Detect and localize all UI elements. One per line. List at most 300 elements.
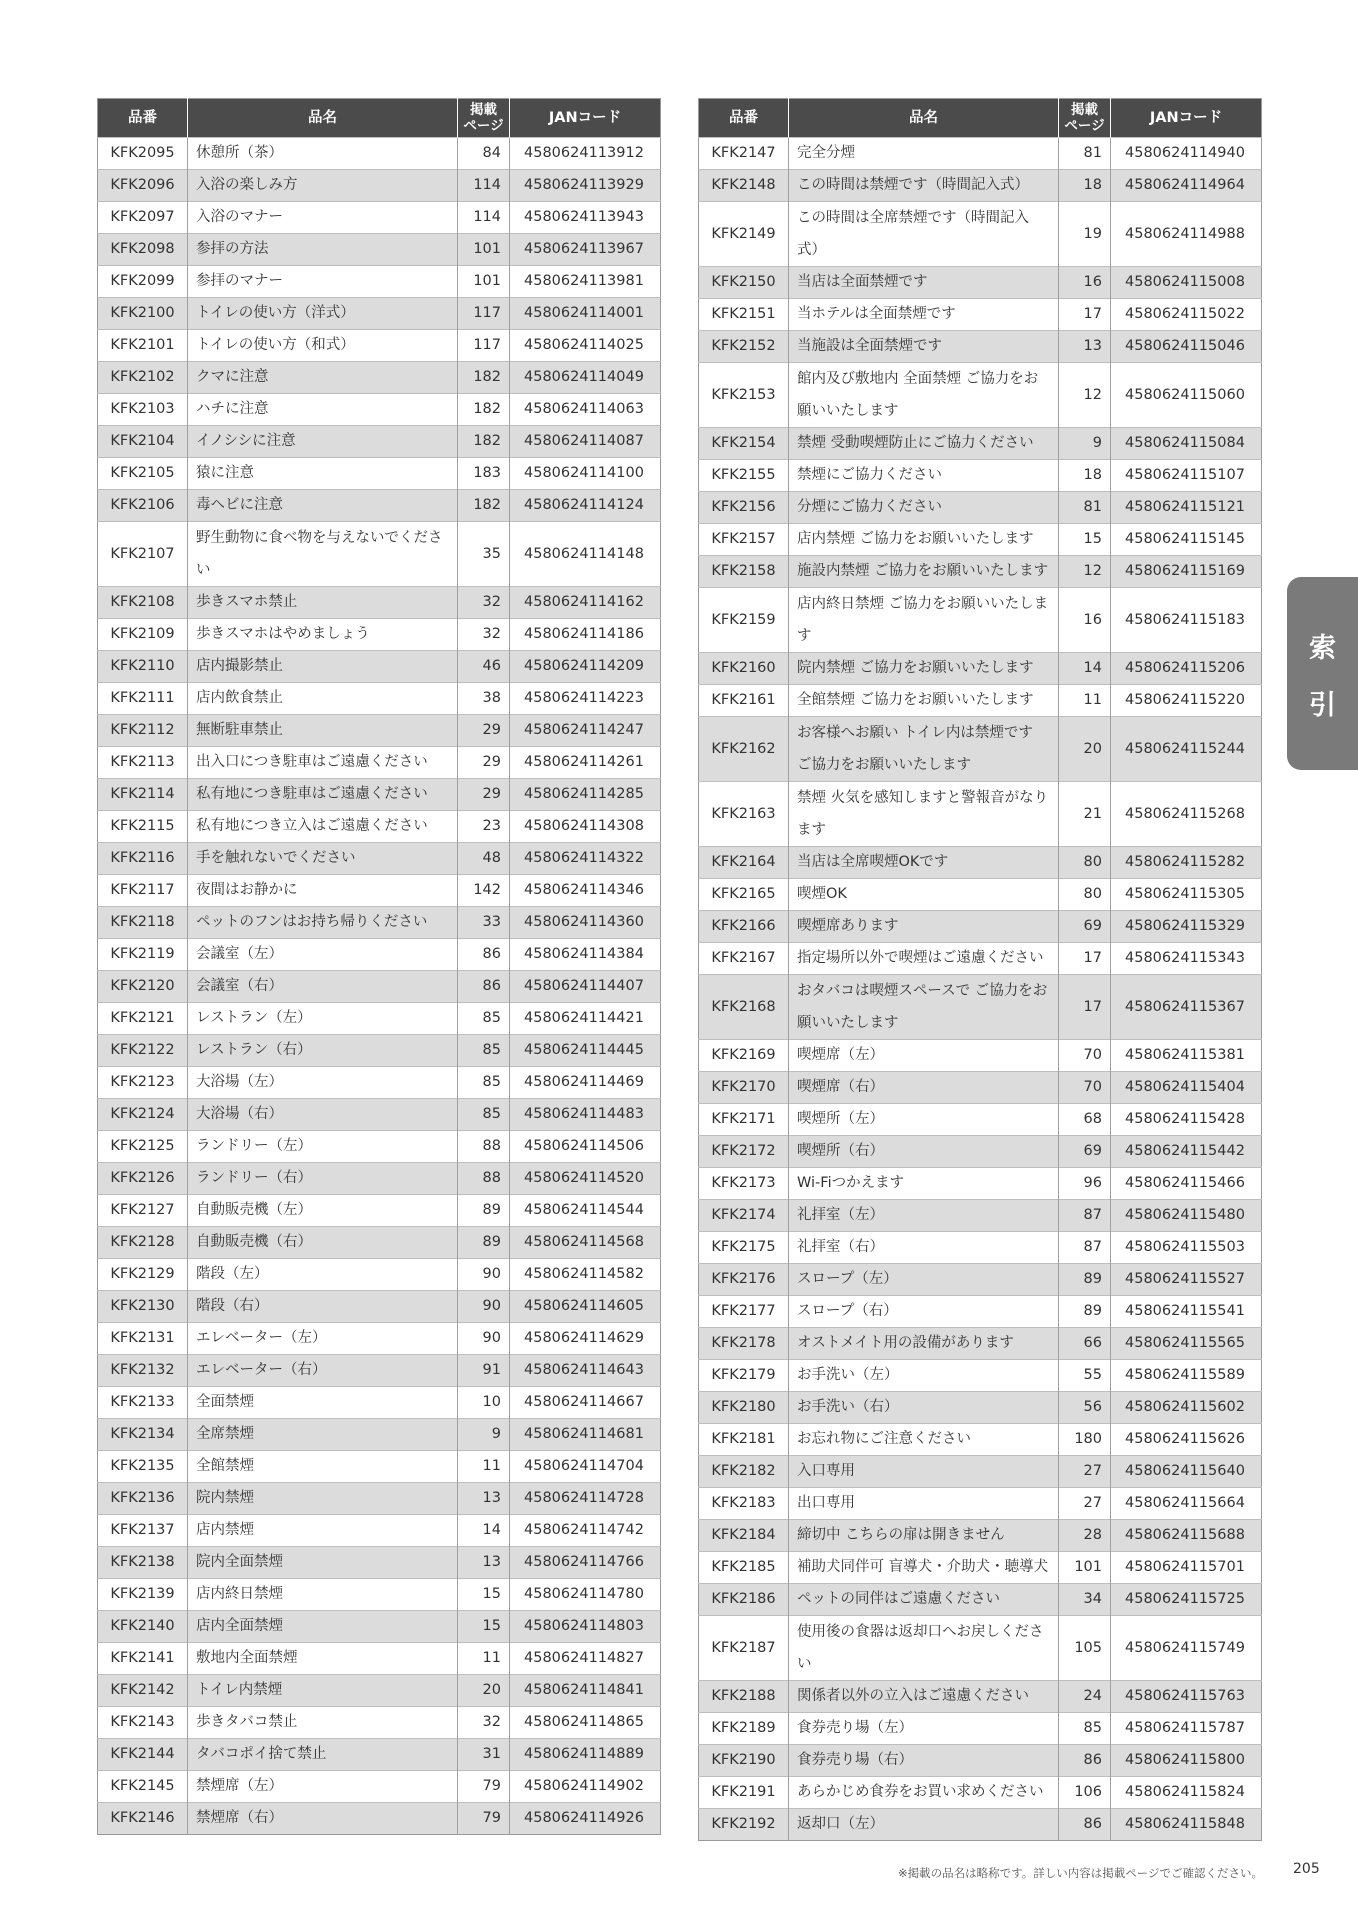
- cell-jan: 4580624114209: [510, 651, 661, 683]
- table-row: [699, 911, 1262, 943]
- cell-name: 施設内禁煙 ご協力をお願いいたします: [789, 556, 1059, 588]
- table-row: [699, 460, 1262, 492]
- cell-page: 80: [1059, 879, 1111, 911]
- cell-jan: 4580624115589: [1111, 1360, 1262, 1392]
- cell-code: KFK2139: [98, 1579, 188, 1611]
- cell-code: KFK2112: [98, 715, 188, 747]
- cell-code: KFK2178: [699, 1328, 789, 1360]
- cell-jan: 4580624115268: [1111, 782, 1262, 847]
- table-row: [98, 1163, 661, 1195]
- cell-page: 90: [458, 1323, 510, 1355]
- cell-page: 96: [1059, 1168, 1111, 1200]
- cell-jan: 4580624115664: [1111, 1488, 1262, 1520]
- table-row: [98, 1675, 661, 1707]
- cell-name: イノシシに注意: [188, 426, 458, 458]
- cell-jan: 4580624115602: [1111, 1392, 1262, 1424]
- cell-name: 分煙にご協力ください: [789, 492, 1059, 524]
- table-row: [98, 715, 661, 747]
- table-row: [98, 1291, 661, 1323]
- cell-jan: 4580624115442: [1111, 1136, 1262, 1168]
- cell-code: KFK2179: [699, 1360, 789, 1392]
- header-code: 品番: [699, 99, 789, 138]
- cell-page: 13: [1059, 331, 1111, 363]
- table-row: [699, 943, 1262, 975]
- cell-name: 店内全面禁煙: [188, 1611, 458, 1643]
- cell-jan: 4580624114728: [510, 1483, 661, 1515]
- cell-code: KFK2099: [98, 266, 188, 298]
- cell-page: 20: [458, 1675, 510, 1707]
- table-row: [699, 1456, 1262, 1488]
- cell-name: 禁煙席（右）: [188, 1803, 458, 1835]
- table-row: [98, 1035, 661, 1067]
- cell-jan: 4580624114865: [510, 1707, 661, 1739]
- cell-name: 喫煙席（左）: [789, 1040, 1059, 1072]
- cell-page: 38: [458, 683, 510, 715]
- cell-jan: 4580624113943: [510, 202, 661, 234]
- cell-page: 101: [458, 234, 510, 266]
- cell-page: 31: [458, 1739, 510, 1771]
- cell-code: KFK2159: [699, 588, 789, 653]
- cell-code: KFK2173: [699, 1168, 789, 1200]
- cell-jan: 4580624113967: [510, 234, 661, 266]
- cell-jan: 4580624114902: [510, 1771, 661, 1803]
- header-page: 掲載 ページ: [458, 99, 510, 138]
- cell-code: KFK2098: [98, 234, 188, 266]
- table-row: [98, 330, 661, 362]
- cell-jan: 4580624114988: [1111, 202, 1262, 267]
- cell-jan: 4580624114001: [510, 298, 661, 330]
- cell-name: タバコポイ捨て禁止: [188, 1739, 458, 1771]
- cell-jan: 4580624115688: [1111, 1520, 1262, 1552]
- cell-jan: 4580624114445: [510, 1035, 661, 1067]
- cell-page: 87: [1059, 1232, 1111, 1264]
- cell-code: KFK2125: [98, 1131, 188, 1163]
- cell-name: 店内終日禁煙: [188, 1579, 458, 1611]
- table-row: [98, 1387, 661, 1419]
- cell-name: 歩きタバコ禁止: [188, 1707, 458, 1739]
- table-row: [699, 1552, 1262, 1584]
- table-row: [98, 170, 661, 202]
- cell-name: おタバコは喫煙スペースで ご協力をお願いいたします: [789, 975, 1059, 1040]
- cell-jan: 4580624115527: [1111, 1264, 1262, 1296]
- table-row: [98, 907, 661, 939]
- cell-jan: 4580624114704: [510, 1451, 661, 1483]
- cell-name: お忘れ物にご注意ください: [789, 1424, 1059, 1456]
- cell-jan: 4580624115220: [1111, 685, 1262, 717]
- cell-name: スロープ（右）: [789, 1296, 1059, 1328]
- cell-name: 院内全面禁煙: [188, 1547, 458, 1579]
- cell-jan: 4580624115848: [1111, 1809, 1262, 1841]
- cell-page: 16: [1059, 588, 1111, 653]
- cell-jan: 4580624113981: [510, 266, 661, 298]
- table-row: [699, 138, 1262, 170]
- cell-page: 34: [1059, 1584, 1111, 1616]
- table-row: [98, 1643, 661, 1675]
- cell-code: KFK2111: [98, 683, 188, 715]
- cell-code: KFK2143: [98, 1707, 188, 1739]
- cell-name: レストラン（左）: [188, 1003, 458, 1035]
- cell-page: 17: [1059, 975, 1111, 1040]
- cell-code: KFK2124: [98, 1099, 188, 1131]
- cell-page: 23: [458, 811, 510, 843]
- cell-name: 店内飲食禁止: [188, 683, 458, 715]
- footnote: ※掲載の品名は略称です。詳しい内容は掲載ページでご確認ください。: [898, 1866, 1263, 1880]
- cell-name: 全面禁煙: [188, 1387, 458, 1419]
- cell-jan: 4580624114841: [510, 1675, 661, 1707]
- cell-code: KFK2131: [98, 1323, 188, 1355]
- cell-jan: 4580624115800: [1111, 1745, 1262, 1777]
- table-row: [98, 811, 661, 843]
- cell-code: KFK2107: [98, 522, 188, 587]
- cell-code: KFK2155: [699, 460, 789, 492]
- cell-page: 114: [458, 202, 510, 234]
- cell-jan: 4580624114506: [510, 1131, 661, 1163]
- table-row: [699, 653, 1262, 685]
- cell-name: 院内禁煙: [188, 1483, 458, 1515]
- cell-name: 自動販売機（左）: [188, 1195, 458, 1227]
- page-number: 205: [1293, 1861, 1320, 1877]
- cell-page: 28: [1059, 1520, 1111, 1552]
- cell-name: 礼拝室（右）: [789, 1232, 1059, 1264]
- cell-jan: 4580624114285: [510, 779, 661, 811]
- cell-code: KFK2189: [699, 1713, 789, 1745]
- header-code: 品番: [98, 99, 188, 138]
- cell-name: 禁煙 火気を感知しますと警報音がなります: [789, 782, 1059, 847]
- cell-jan: 4580624114346: [510, 875, 661, 907]
- table-row: [98, 1131, 661, 1163]
- cell-page: 12: [1059, 556, 1111, 588]
- cell-jan: 4580624113912: [510, 138, 661, 170]
- cell-code: KFK2161: [699, 685, 789, 717]
- cell-page: 89: [458, 1195, 510, 1227]
- table-row: [699, 267, 1262, 299]
- cell-name: 当店は全席喫煙OKです: [789, 847, 1059, 879]
- cell-jan: 4580624115640: [1111, 1456, 1262, 1488]
- table-row: [98, 843, 661, 875]
- table-row: [98, 1515, 661, 1547]
- cell-page: 27: [1059, 1488, 1111, 1520]
- cell-name: 自動販売機（右）: [188, 1227, 458, 1259]
- cell-name: 手を触れないでください: [188, 843, 458, 875]
- cell-name: スロープ（左）: [789, 1264, 1059, 1296]
- cell-code: KFK2133: [98, 1387, 188, 1419]
- table-row: [98, 1259, 661, 1291]
- cell-code: KFK2172: [699, 1136, 789, 1168]
- table-row: [699, 331, 1262, 363]
- cell-page: 182: [458, 394, 510, 426]
- table-row: [699, 717, 1262, 782]
- cell-page: 86: [1059, 1745, 1111, 1777]
- cell-jan: 4580624115107: [1111, 460, 1262, 492]
- header-jan: JANコード: [1111, 99, 1262, 138]
- table-row: [98, 683, 661, 715]
- cell-code: KFK2181: [699, 1424, 789, 1456]
- table-row: [699, 1264, 1262, 1296]
- cell-page: 180: [1059, 1424, 1111, 1456]
- cell-jan: 4580624114100: [510, 458, 661, 490]
- cell-code: KFK2140: [98, 1611, 188, 1643]
- cell-code: KFK2163: [699, 782, 789, 847]
- cell-code: KFK2097: [98, 202, 188, 234]
- cell-jan: 4580624114940: [1111, 138, 1262, 170]
- cell-name: 食券売り場（左）: [789, 1713, 1059, 1745]
- side-tab-char-1: 索: [1309, 632, 1336, 664]
- cell-jan: 4580624114643: [510, 1355, 661, 1387]
- cell-name: ランドリー（左）: [188, 1131, 458, 1163]
- header-page: 掲載 ページ: [1059, 99, 1111, 138]
- cell-code: KFK2142: [98, 1675, 188, 1707]
- cell-page: 29: [458, 747, 510, 779]
- cell-name: 階段（右）: [188, 1291, 458, 1323]
- cell-code: KFK2126: [98, 1163, 188, 1195]
- cell-page: 85: [458, 1035, 510, 1067]
- cell-name: 当施設は全面禁煙です: [789, 331, 1059, 363]
- cell-name: 参拝の方法: [188, 234, 458, 266]
- cell-jan: 4580624114148: [510, 522, 661, 587]
- cell-code: KFK2105: [98, 458, 188, 490]
- cell-code: KFK2157: [699, 524, 789, 556]
- cell-page: 10: [458, 1387, 510, 1419]
- cell-name: 禁煙にご協力ください: [789, 460, 1059, 492]
- cell-jan: 4580624114605: [510, 1291, 661, 1323]
- cell-name: 階段（左）: [188, 1259, 458, 1291]
- cell-name: 関係者以外の立入はご遠慮ください: [789, 1681, 1059, 1713]
- cell-code: KFK2176: [699, 1264, 789, 1296]
- table-row: [98, 1099, 661, 1131]
- cell-jan: 4580624114520: [510, 1163, 661, 1195]
- cell-name: 締切中 こちらの扉は開きません: [789, 1520, 1059, 1552]
- cell-name: 喫煙OK: [789, 879, 1059, 911]
- cell-code: KFK2096: [98, 170, 188, 202]
- cell-page: 182: [458, 362, 510, 394]
- cell-jan: 4580624115008: [1111, 267, 1262, 299]
- cell-page: 32: [458, 619, 510, 651]
- table-row: [699, 299, 1262, 331]
- cell-name: 敷地内全面禁煙: [188, 1643, 458, 1675]
- cell-code: KFK2121: [98, 1003, 188, 1035]
- cell-name: 無断駐車禁止: [188, 715, 458, 747]
- table-row: [98, 747, 661, 779]
- cell-name: 院内禁煙 ご協力をお願いいたします: [789, 653, 1059, 685]
- cell-name: 私有地につき立入はご遠慮ください: [188, 811, 458, 843]
- cell-code: KFK2162: [699, 717, 789, 782]
- table-row: [699, 1424, 1262, 1456]
- table-row: [699, 1392, 1262, 1424]
- cell-page: 70: [1059, 1040, 1111, 1072]
- cell-page: 20: [1059, 717, 1111, 782]
- cell-page: 88: [458, 1131, 510, 1163]
- cell-name: 夜間はお静かに: [188, 875, 458, 907]
- cell-code: KFK2128: [98, 1227, 188, 1259]
- table-row: [699, 588, 1262, 653]
- cell-page: 182: [458, 490, 510, 522]
- table-row: [98, 1067, 661, 1099]
- cell-jan: 4580624115046: [1111, 331, 1262, 363]
- cell-page: 85: [1059, 1713, 1111, 1745]
- cell-code: KFK2102: [98, 362, 188, 394]
- cell-page: 105: [1059, 1616, 1111, 1681]
- table-row: [699, 556, 1262, 588]
- cell-code: KFK2101: [98, 330, 188, 362]
- cell-page: 15: [458, 1611, 510, 1643]
- cell-jan: 4580624115060: [1111, 363, 1262, 428]
- table-row: [699, 1520, 1262, 1552]
- cell-jan: 4580624114087: [510, 426, 661, 458]
- table-row: [699, 492, 1262, 524]
- cell-jan: 4580624115480: [1111, 1200, 1262, 1232]
- cell-jan: 4580624115145: [1111, 524, 1262, 556]
- cell-code: KFK2104: [98, 426, 188, 458]
- cell-name: 当ホテルは全面禁煙です: [789, 299, 1059, 331]
- cell-jan: 4580624114568: [510, 1227, 661, 1259]
- cell-name: エレベーター（右）: [188, 1355, 458, 1387]
- table-row: [98, 939, 661, 971]
- cell-name: 入浴のマナー: [188, 202, 458, 234]
- cell-code: KFK2185: [699, 1552, 789, 1584]
- table-row: [699, 1168, 1262, 1200]
- cell-code: KFK2177: [699, 1296, 789, 1328]
- cell-code: KFK2166: [699, 911, 789, 943]
- cell-name: 完全分煙: [789, 138, 1059, 170]
- cell-page: 17: [1059, 943, 1111, 975]
- cell-name: 会議室（左）: [188, 939, 458, 971]
- cell-jan: 4580624114384: [510, 939, 661, 971]
- cell-page: 89: [458, 1227, 510, 1259]
- cell-jan: 4580624114360: [510, 907, 661, 939]
- cell-name: 礼拝室（左）: [789, 1200, 1059, 1232]
- cell-name: 使用後の食器は返却口へお戻しください: [789, 1616, 1059, 1681]
- cell-name: 私有地につき駐車はご遠慮ください: [188, 779, 458, 811]
- table-row: [98, 1579, 661, 1611]
- table-row: [98, 1003, 661, 1035]
- table-row: [699, 1232, 1262, 1264]
- cell-jan: 4580624114766: [510, 1547, 661, 1579]
- table-row: [98, 1355, 661, 1387]
- cell-jan: 4580624115282: [1111, 847, 1262, 879]
- cell-page: 11: [458, 1643, 510, 1675]
- table-row: [699, 1584, 1262, 1616]
- cell-name: 食券売り場（右）: [789, 1745, 1059, 1777]
- cell-jan: 4580624114407: [510, 971, 661, 1003]
- table-row: [699, 170, 1262, 202]
- cell-code: KFK2171: [699, 1104, 789, 1136]
- cell-name: 全席禁煙: [188, 1419, 458, 1451]
- cell-name: 店内終日禁煙 ご協力をお願いいたします: [789, 588, 1059, 653]
- cell-code: KFK2188: [699, 1681, 789, 1713]
- cell-page: 90: [458, 1259, 510, 1291]
- cell-code: KFK2108: [98, 587, 188, 619]
- cell-name: 喫煙席あります: [789, 911, 1059, 943]
- cell-jan: 4580624115626: [1111, 1424, 1262, 1456]
- cell-code: KFK2145: [98, 1771, 188, 1803]
- table-row: [98, 1803, 661, 1835]
- cell-page: 55: [1059, 1360, 1111, 1392]
- cell-name: 喫煙席（右）: [789, 1072, 1059, 1104]
- cell-name: お手洗い（右）: [789, 1392, 1059, 1424]
- cell-name: 当店は全面禁煙です: [789, 267, 1059, 299]
- cell-page: 32: [458, 1707, 510, 1739]
- table-row: [98, 1611, 661, 1643]
- table-row: [699, 1616, 1262, 1681]
- cell-code: KFK2167: [699, 943, 789, 975]
- table-row: [699, 1745, 1262, 1777]
- cell-code: KFK2182: [699, 1456, 789, 1488]
- cell-page: 117: [458, 330, 510, 362]
- table-header-row: [98, 99, 661, 138]
- cell-jan: 4580624114261: [510, 747, 661, 779]
- cell-page: 56: [1059, 1392, 1111, 1424]
- cell-jan: 4580624115381: [1111, 1040, 1262, 1072]
- table-row: [699, 1328, 1262, 1360]
- cell-jan: 4580624114049: [510, 362, 661, 394]
- cell-code: KFK2136: [98, 1483, 188, 1515]
- cell-name: トイレの使い方（洋式）: [188, 298, 458, 330]
- table-row: [699, 524, 1262, 556]
- cell-name: 店内撮影禁止: [188, 651, 458, 683]
- cell-code: KFK2127: [98, 1195, 188, 1227]
- table-row: [98, 587, 661, 619]
- header-jan: JANコード: [510, 99, 661, 138]
- cell-code: KFK2170: [699, 1072, 789, 1104]
- cell-name: 喫煙所（左）: [789, 1104, 1059, 1136]
- table-row: [98, 234, 661, 266]
- cell-jan: 4580624114827: [510, 1643, 661, 1675]
- cell-page: 15: [1059, 524, 1111, 556]
- cell-page: 29: [458, 779, 510, 811]
- table-row: [699, 1681, 1262, 1713]
- cell-code: KFK2150: [699, 267, 789, 299]
- cell-code: KFK2160: [699, 653, 789, 685]
- cell-code: KFK2148: [699, 170, 789, 202]
- cell-name: ペットのフンはお持ち帰りください: [188, 907, 458, 939]
- table-row: [699, 1072, 1262, 1104]
- cell-code: KFK2183: [699, 1488, 789, 1520]
- cell-jan: 4580624114162: [510, 587, 661, 619]
- cell-code: KFK2191: [699, 1777, 789, 1809]
- cell-name: 参拝のマナー: [188, 266, 458, 298]
- cell-code: KFK2095: [98, 138, 188, 170]
- cell-jan: 4580624114469: [510, 1067, 661, 1099]
- cell-code: KFK2116: [98, 843, 188, 875]
- cell-name: 指定場所以外で喫煙はご遠慮ください: [789, 943, 1059, 975]
- cell-code: KFK2184: [699, 1520, 789, 1552]
- cell-code: KFK2117: [98, 875, 188, 907]
- cell-code: KFK2147: [699, 138, 789, 170]
- cell-jan: 4580624115428: [1111, 1104, 1262, 1136]
- table-row: [98, 1739, 661, 1771]
- cell-jan: 4580624115404: [1111, 1072, 1262, 1104]
- cell-code: KFK2129: [98, 1259, 188, 1291]
- table-row: [699, 847, 1262, 879]
- cell-code: KFK2144: [98, 1739, 188, 1771]
- cell-page: 79: [458, 1803, 510, 1835]
- cell-jan: 4580624114247: [510, 715, 661, 747]
- cell-name: 休憩所（茶）: [188, 138, 458, 170]
- cell-page: 68: [1059, 1104, 1111, 1136]
- cell-jan: 4580624115749: [1111, 1616, 1262, 1681]
- cell-code: KFK2164: [699, 847, 789, 879]
- cell-page: 90: [458, 1291, 510, 1323]
- cell-name: この時間は禁煙です（時間記入式）: [789, 170, 1059, 202]
- cell-code: KFK2141: [98, 1643, 188, 1675]
- cell-name: 出入口につき駐車はご遠慮ください: [188, 747, 458, 779]
- cell-jan: 4580624115541: [1111, 1296, 1262, 1328]
- cell-page: 29: [458, 715, 510, 747]
- table-row: [98, 875, 661, 907]
- cell-jan: 4580624114063: [510, 394, 661, 426]
- table-row: [699, 782, 1262, 847]
- cell-page: 12: [1059, 363, 1111, 428]
